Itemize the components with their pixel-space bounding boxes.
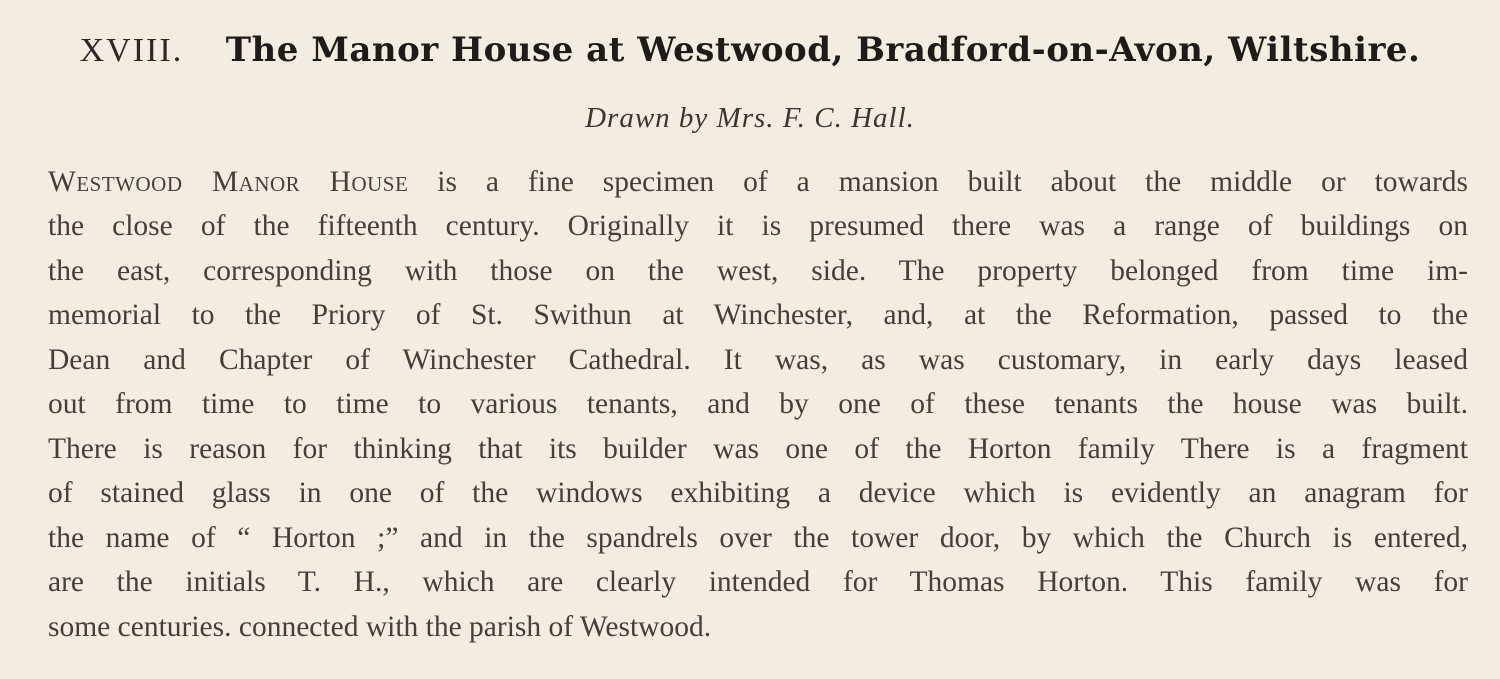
text-line-2: the close of the fifteenth century. Originally it is presumed there was a range of buildings on — [48, 210, 1468, 242]
text-line-3: the east, corresponding with those on the west, side. The property belonged from time im- — [48, 255, 1468, 287]
text-line-10: are the initials T. H., which are clearly intended for Thomas Horton. This family was for — [48, 566, 1468, 598]
text-line-1 — [48, 162, 1468, 202]
text-line-5: Dean and Chapter of Winchester Cathedral. It was, as was customary, in early days leased — [48, 344, 1468, 376]
text-line-11: some centuries. connected with the parish of Westwood. — [48, 611, 712, 643]
plate-title — [0, 26, 1500, 75]
lead-in-small-caps: Westwood Manor House — [48, 166, 409, 198]
text-line-6: out from time to time to various tenants, and by one of these tenants the house was built. — [48, 388, 1468, 420]
plate-numeral: XVIII. — [79, 32, 184, 69]
text-line-8: of stained glass in one of the windows exhibiting a device which is evidently an anagram for — [48, 477, 1468, 509]
plate-title-text: The Manor House at Westwood, Bradford-on-Avon, Wiltshire. — [225, 30, 1421, 70]
text-line-9: the name of “ Horton ;” and in the spandrels over the tower door, by which the Church is entered, — [48, 522, 1468, 554]
text-line-1-rest: is a fine specimen of a mansion built about the middle or towards — [408, 166, 1468, 198]
text-line-4: memorial to the Priory of St. Swithun at Winchester, and, at the Reformation, passed to the — [48, 299, 1468, 331]
artist-credit: Drawn by Mrs. F. C. Hall. — [585, 102, 915, 134]
text-line-7: There is reason for thinking that its builder was one of the Horton family There is a fragment — [48, 433, 1468, 465]
